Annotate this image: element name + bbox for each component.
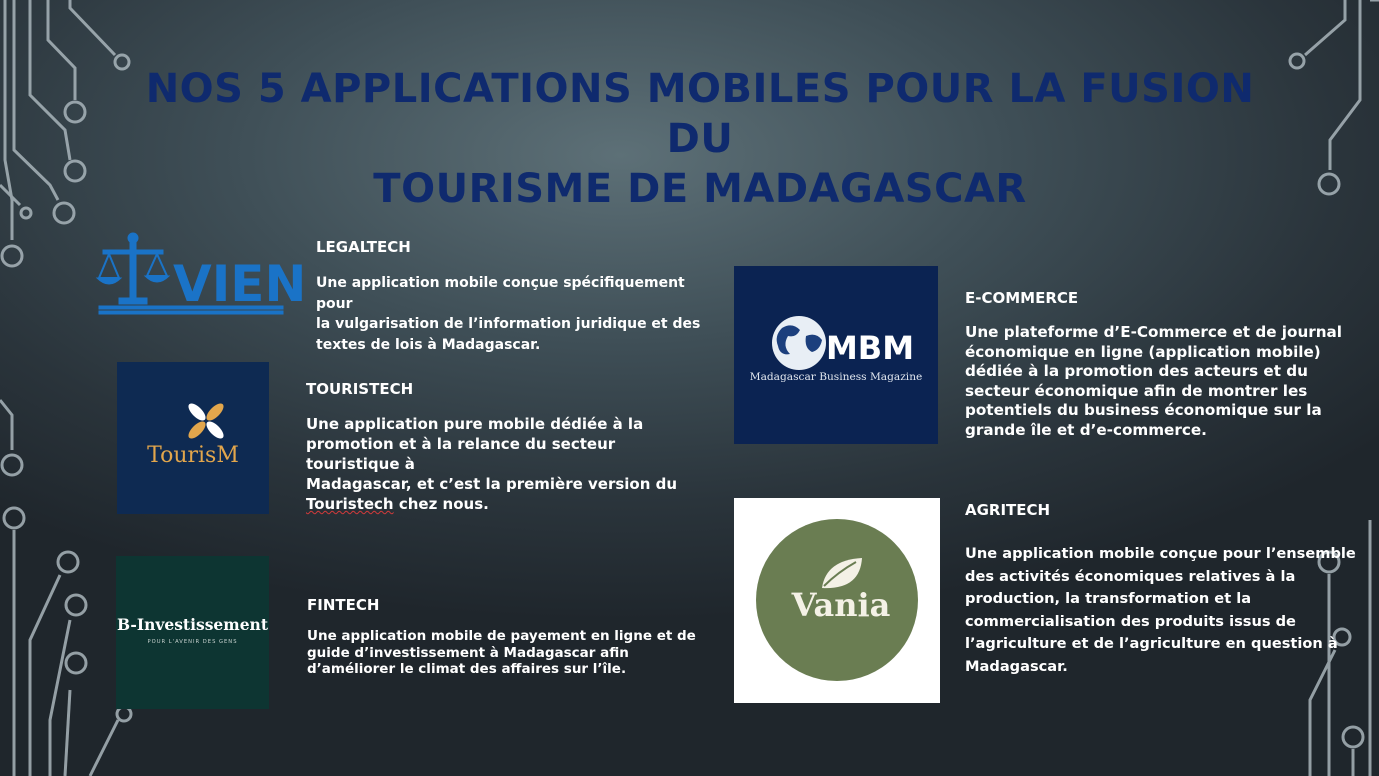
ecommerce-logo — [734, 266, 938, 444]
vien-logo-text: VIEN — [173, 255, 307, 313]
touristech-desc-line-3: Madagascar, et c’est la première version du — [306, 475, 678, 493]
legaltech-description — [316, 273, 706, 355]
touristech-word: Touristech — [306, 495, 394, 513]
touristech-desc-line-4 — [306, 494, 706, 514]
binvest-logo-text: B-Investissement — [117, 615, 268, 634]
touristech-desc-line-1: Une application pure mobile dédiée à la — [306, 415, 644, 433]
touristech-desc-line-2: promotion et à la relance du secteur touristique à — [306, 435, 616, 473]
ecommerce-heading: E-COMMERCE — [965, 289, 1079, 307]
fintech-desc-line-2: guide d’investissement à Madagascar afin — [307, 644, 629, 661]
touristech-description — [306, 414, 706, 514]
agritech-desc-line-1: Une application mobile conçue pour l’ensemble — [965, 545, 1356, 562]
mbm-logo-text: MBM — [825, 329, 915, 367]
agritech-desc-line-2: des activités économiques relatives à la — [965, 567, 1296, 585]
agritech-desc-line-6: Madagascar. — [965, 657, 1068, 675]
ecommerce-desc-line-1: Une plateforme d’E-Commerce et de journal — [965, 323, 1343, 341]
touristech-logo — [117, 362, 269, 514]
agritech-desc-line-3: production, la transformation et la — [965, 590, 1252, 608]
ecommerce-desc-line-3: dédiée à la promotion des acteurs et du — [965, 362, 1308, 380]
mbm-logo-subtext: Madagascar Business Magazine — [749, 371, 923, 383]
fintech-desc-line-3: d’améliorer le climat des affaires sur l’île. — [307, 661, 627, 677]
agritech-desc-line-4: commercialisation des produits issus de — [965, 612, 1296, 630]
title-line-1: NOS 5 APPLICATIONS MOBILES POUR LA FUSION DU — [145, 66, 1255, 162]
ecommerce-desc-line-4: secteur économique afin de montrer les — [965, 381, 1308, 400]
page-title — [140, 64, 1260, 214]
agritech-heading: AGRITECH — [965, 501, 1051, 519]
ecommerce-desc-line-5: potentiels du business économique sur la — [965, 401, 1322, 419]
agritech-desc-line-5: l’agriculture et de l’agriculture en question à — [965, 635, 1338, 653]
fintech-description — [307, 628, 697, 678]
binvest-logo-subtext: POUR L'AVENIR DES GENS — [147, 639, 238, 645]
agritech-description — [965, 543, 1370, 679]
legaltech-desc-line-1: Une application mobile conçue spécifiquement pour — [316, 275, 685, 312]
touristech-desc-line-4-rest: chez nous. — [393, 495, 489, 513]
legaltech-desc-line-2: la vulgarisation de l’information juridique et des — [316, 316, 701, 332]
legaltech-logo — [97, 228, 307, 320]
title-line-2: TOURISME DE MADAGASCAR — [373, 166, 1027, 212]
ecommerce-desc-line-2: économique en ligne (application mobile) — [965, 342, 1321, 361]
agritech-logo — [734, 498, 940, 703]
scales-icon — [97, 228, 307, 320]
fintech-heading: FINTECH — [307, 596, 380, 614]
legaltech-desc-line-3: textes de lois à Madagascar. — [316, 336, 541, 353]
ecommerce-description — [965, 323, 1365, 440]
globe-icon — [772, 316, 826, 370]
tourism-logo-text: TourisM — [147, 443, 239, 468]
touristech-heading: TOURISTECH — [306, 380, 414, 398]
vania-logo-text: Vania — [791, 586, 891, 624]
fintech-desc-line-1: Une application mobile de payement en ligne et de — [307, 628, 696, 644]
fintech-logo — [116, 556, 269, 709]
legaltech-heading: LEGALTECH — [316, 238, 411, 256]
flower-icon — [117, 362, 269, 514]
ecommerce-desc-line-6: grande île et d’e-commerce. — [965, 420, 1207, 439]
